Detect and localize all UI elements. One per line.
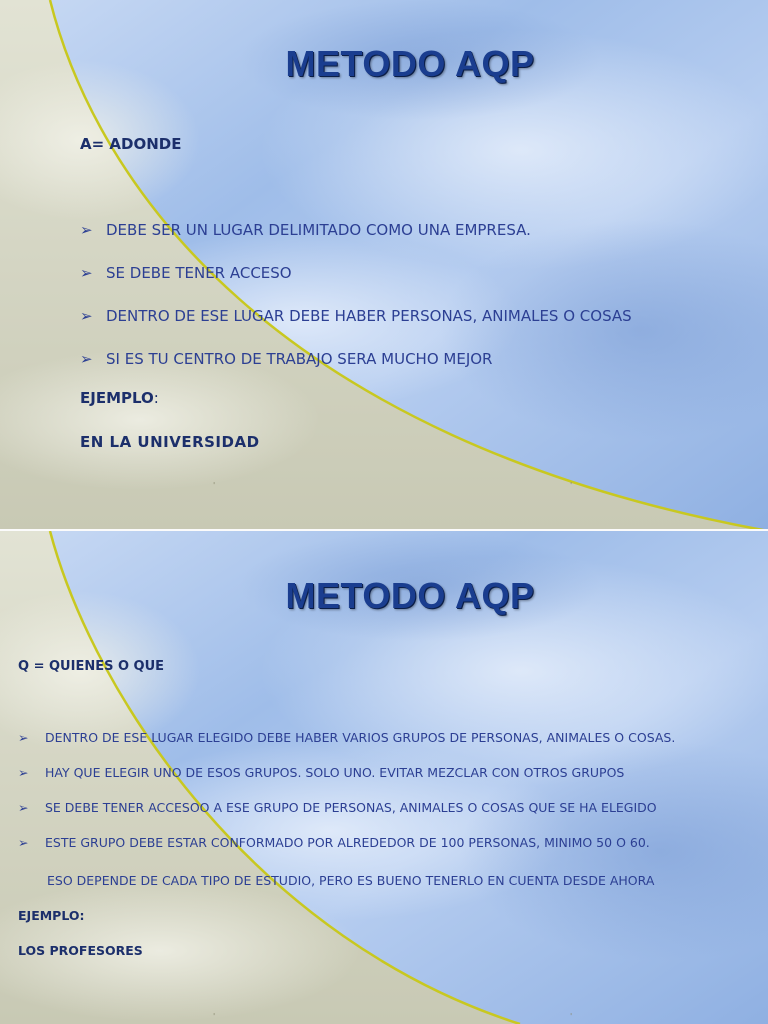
example-value: LOS PROFESORES xyxy=(18,943,143,958)
bullet-text: DENTRO DE ESE LUGAR DEBE HABER PERSONAS, ANIMALES O COSAS xyxy=(106,307,632,325)
bullet-text: SE DEBE TENER ACCESO xyxy=(106,264,292,282)
continuation-text: ESO DEPENDE DE CADA TIPO DE ESTUDIO, PERO ES BUENO TENERLO EN CUENTA DESDE AHORA xyxy=(47,873,655,888)
bullet-text: DEBE SER UN LUGAR DELIMITADO COMO UNA EMPRESA. xyxy=(106,221,531,239)
bullet-text: HAY QUE ELEGIR UNO DE ESOS GRUPOS. SOLO UNO. EVITAR MEZCLAR CON OTROS GRUPOS xyxy=(45,765,625,780)
page-mark: ' xyxy=(213,1012,216,1021)
example-label: EJEMPLO: xyxy=(80,389,159,407)
list-item xyxy=(80,307,632,350)
list-item xyxy=(80,350,632,393)
bullet-text: DENTRO DE ESE LUGAR ELEGIDO DEBE HABER VARIOS GRUPOS DE PERSONAS, ANIMALES O COSAS. xyxy=(45,730,676,745)
list-item xyxy=(18,730,675,765)
bullet-text: SE DEBE TENER ACCESOO A ESE GRUPO DE PERSONAS, ANIMALES O COSAS QUE SE HA ELEGIDO xyxy=(45,800,657,815)
page-mark: ' xyxy=(213,481,216,490)
slide-title: METODO AQP xyxy=(285,43,535,84)
list-item xyxy=(80,264,632,307)
arrow-bullet-icon: ➢ xyxy=(80,264,93,282)
bullet-text: SI ES TU CENTRO DE TRABAJO SERA MUCHO MEJOR xyxy=(106,350,493,368)
example-label: EJEMPLO: xyxy=(18,908,85,923)
arrow-bullet-icon: ➢ xyxy=(18,800,29,815)
slide-title: METODO AQP xyxy=(285,575,535,616)
arrow-bullet-icon: ➢ xyxy=(80,350,93,368)
bullet-list xyxy=(18,730,675,870)
bullet-text: ESTE GRUPO DEBE ESTAR CONFORMADO POR ALREDEDOR DE 100 PERSONAS, MINIMO 50 O 60. xyxy=(45,835,650,850)
arrow-bullet-icon: ➢ xyxy=(80,221,93,239)
slide-subtitle: Q = QUIENES O QUE xyxy=(18,659,165,674)
list-item xyxy=(18,800,675,835)
slide-subtitle: A= ADONDE xyxy=(80,135,182,153)
example-value: EN LA UNIVERSIDAD xyxy=(80,433,260,451)
arrow-bullet-icon: ➢ xyxy=(18,730,29,745)
arrow-bullet-icon: ➢ xyxy=(80,307,93,325)
bullet-list xyxy=(80,221,632,393)
arrow-bullet-icon: ➢ xyxy=(18,765,29,780)
list-item xyxy=(18,835,675,870)
page-mark: ' xyxy=(570,1012,573,1021)
list-item xyxy=(80,221,632,264)
page-mark: ' xyxy=(570,481,573,490)
arrow-bullet-icon: ➢ xyxy=(18,835,29,850)
slide-2 xyxy=(0,531,768,1024)
list-item xyxy=(18,765,675,800)
